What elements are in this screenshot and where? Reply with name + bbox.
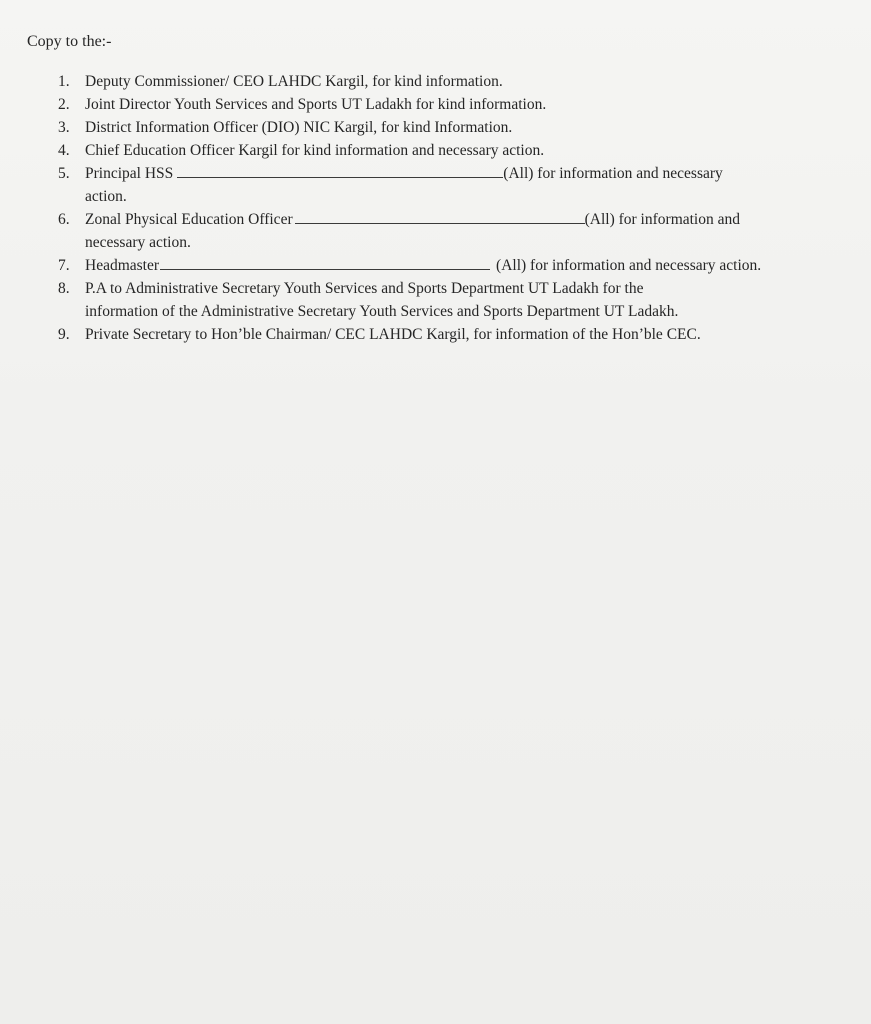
item-number: 3. [58,119,70,136]
list-item [58,277,838,323]
fill-in-blank [295,208,585,224]
item-text: Joint Director Youth Services and Sports UT Ladakh for kind information. [85,96,547,113]
item-suffix: (All) for information and necessary [503,165,723,182]
list-item [58,254,838,277]
item-number: 4. [58,142,70,159]
item-first-line [85,208,838,231]
item-suffix: (All) for information and necessary action. [496,257,762,274]
item-number: 9. [58,326,70,343]
list-item [58,93,838,116]
item-number: 8. [58,280,70,297]
item-text: P.A to Administrative Secretary Youth Services and Sports Department UT Ladakh for the [85,280,644,297]
item-continuation: action. [85,188,127,205]
item-prefix: Principal HSS [85,165,174,182]
item-text: District Information Officer (DIO) NIC Kargil, for kind Information. [85,119,513,136]
recipient-list [58,70,838,346]
list-item [58,208,838,254]
item-prefix: Headmaster [85,257,160,274]
fill-in-blank [177,162,503,178]
copy-to-heading: Copy to the:- [27,33,112,50]
item-prefix: Zonal Physical Education Officer [85,211,293,228]
item-first-line [85,254,838,277]
item-text: Private Secretary to Hon’ble Chairman/ CEC LAHDC Kargil, for information of the Hon’ble CEC. [85,326,701,343]
list-item [58,116,838,139]
fill-in-blank [160,254,490,270]
item-number: 7. [58,257,70,274]
item-number: 6. [58,211,70,228]
list-item [58,162,838,208]
item-number: 5. [58,165,70,182]
item-suffix: (All) for information and [584,211,740,228]
item-first-line [85,162,838,185]
list-item [58,323,838,346]
item-text: Deputy Commissioner/ CEO LAHDC Kargil, for kind information. [85,73,503,90]
item-text: Chief Education Officer Kargil for kind information and necessary action. [85,142,545,159]
item-number: 2. [58,96,70,113]
item-continuation: necessary action. [85,234,191,251]
item-number: 1. [58,73,70,90]
list-item [58,139,838,162]
list-item [58,70,838,93]
item-continuation: information of the Administrative Secretary Youth Services and Sports Department UT Ladakh. [85,303,679,320]
